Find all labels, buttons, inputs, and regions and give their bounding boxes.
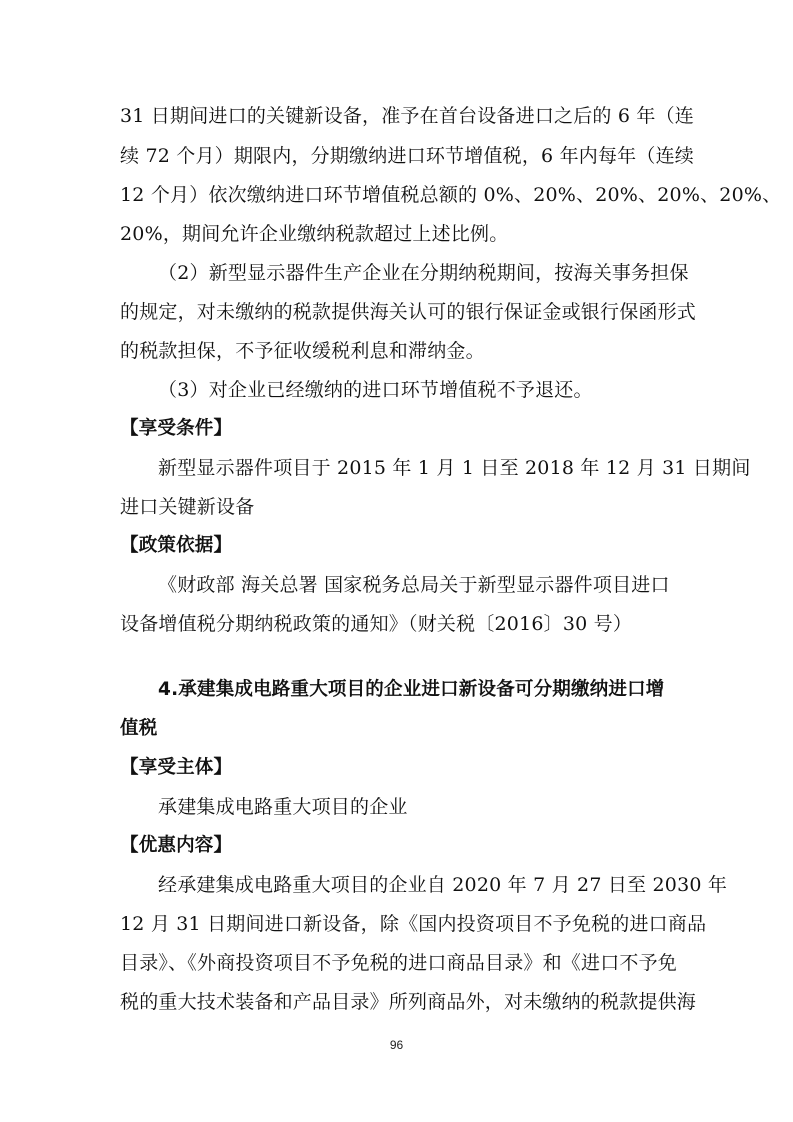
content-line-2: 12 月 31 日期间进口新设备，除《国内投资项目不予免税的进口商品 xyxy=(120,913,707,935)
content-line-3: 目录》、《外商投资项目不予免税的进口商品目录》和《进口不予免 xyxy=(120,952,678,974)
content-line-4: 税的重大技术装备和产品目录》所列商品外，对未缴纳的税款提供海 xyxy=(120,991,697,1013)
paragraph-1-line-1: 31 日期间进口的关键新设备，准予在首台设备进口之后的 6 年（连 xyxy=(120,105,694,127)
subject-line-1: 承建集成电路重大项目的企业 xyxy=(158,796,408,818)
item-4-title-line-1: 4.承建集成电路重大项目的企业进口新设备可分期缴纳进口增 xyxy=(158,679,665,700)
content-heading: 【优惠内容】 xyxy=(120,835,233,856)
conditions-line-1: 新型显示器件项目于 2015 年 1 月 1 日至 2018 年 12 月 31 日期间 xyxy=(158,457,751,479)
page-number: 96 xyxy=(389,1038,404,1052)
content-line-1: 经承建集成电路重大项目的企业自 2020 年 7 月 27 日至 2030 年 xyxy=(158,874,728,896)
paragraph-1-line-4: 20%，期间允许企业缴纳税款超过上述比例。 xyxy=(120,223,509,245)
paragraph-2-line-2: 的规定，对未缴纳的税款提供海关认可的银行保证金或银行保函形式 xyxy=(120,301,697,323)
item-4-title-line-2: 值税 xyxy=(120,718,158,739)
paragraph-3-line-1: （3）对企业已经缴纳的进口环节增值税不予退还。 xyxy=(158,379,593,401)
conditions-line-2: 进口关键新设备 xyxy=(120,496,255,518)
basis-line-2: 设备增值税分期纳税政策的通知》（财关税〔2016〕30 号） xyxy=(120,613,633,635)
paragraph-1-line-2: 续 72 个月）期限内，分期缴纳进口环节增值税，6 年内每年（连续 xyxy=(120,145,694,167)
paragraph-2-line-3: 的税款担保，不予征收缓税利息和滞纳金。 xyxy=(120,340,485,362)
basis-heading: 【政策依据】 xyxy=(120,535,233,556)
paragraph-1-line-3: 12 个月）依次缴纳进口环节增值税总额的 0%、20%、20%、20%、20%、 xyxy=(120,184,782,206)
paragraph-2-line-1: （2）新型显示器件生产企业在分期纳税期间，按海关事务担保 xyxy=(158,262,689,284)
basis-line-1: 《财政部 海关总署 国家税务总局关于新型显示器件项目进口 xyxy=(158,574,670,596)
subject-heading: 【享受主体】 xyxy=(120,757,233,778)
conditions-heading: 【享受条件】 xyxy=(120,418,233,439)
